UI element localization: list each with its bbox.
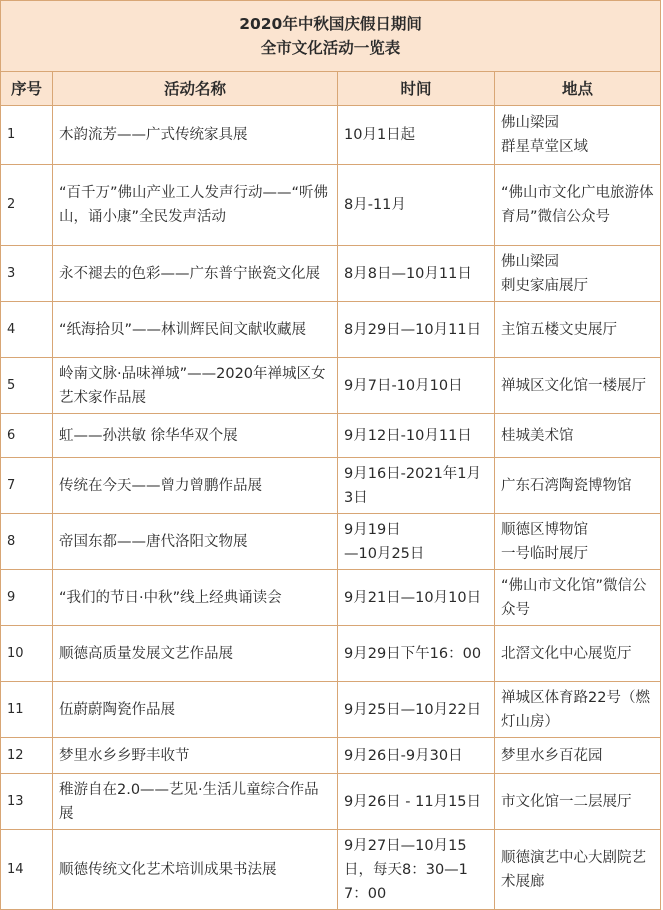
row-number: 14 — [1, 830, 53, 910]
activity-time: 10月1日起 — [338, 106, 495, 165]
activity-time: 9月26日 - 11月15日 — [338, 774, 495, 830]
table-row — [1, 682, 661, 738]
table-row — [1, 514, 661, 570]
title-line-1: 2020年中秋国庆假日期间 — [239, 15, 422, 33]
header-row — [1, 72, 661, 106]
activity-name: 传统在今天——曾力曾鹏作品展 — [53, 458, 338, 514]
row-number: 11 — [1, 682, 53, 738]
row-number: 6 — [1, 414, 53, 458]
table-row — [1, 246, 661, 302]
activity-name: 虹——孙洪敏 徐华华双个展 — [53, 414, 338, 458]
activity-place: 佛山梁园 刺史家庙展厅 — [495, 246, 661, 302]
row-number: 8 — [1, 514, 53, 570]
activity-time: 9月21日—10月10日 — [338, 570, 495, 626]
activity-time: 9月19日 —10月25日 — [338, 514, 495, 570]
activity-time: 8月29日—10月11日 — [338, 302, 495, 358]
activity-time: 8月-11月 — [338, 165, 495, 246]
row-number: 9 — [1, 570, 53, 626]
table-row — [1, 626, 661, 682]
header-time: 时间 — [338, 72, 495, 106]
table-row — [1, 774, 661, 830]
activity-name: 木韵流芳——广式传统家具展 — [53, 106, 338, 165]
activity-name: 顺德传统文化艺术培训成果书法展 — [53, 830, 338, 910]
row-number: 2 — [1, 165, 53, 246]
activity-place: 主馆五楼文史展厅 — [495, 302, 661, 358]
row-number: 4 — [1, 302, 53, 358]
header-name: 活动名称 — [53, 72, 338, 106]
activity-time: 9月27日—10月15日，每天8：30—17：00 — [338, 830, 495, 910]
table-row — [1, 106, 661, 165]
activity-time: 9月12日-10月11日 — [338, 414, 495, 458]
activity-name: 顺德高质量发展文艺作品展 — [53, 626, 338, 682]
activity-name: “百千万”佛山产业工人发声行动——“听佛山，诵小康”全民发声活动 — [53, 165, 338, 246]
activity-place: 顺德演艺中心大剧院艺术展廊 — [495, 830, 661, 910]
table-row — [1, 738, 661, 774]
table-row — [1, 458, 661, 514]
row-number: 7 — [1, 458, 53, 514]
row-number: 13 — [1, 774, 53, 830]
header-place: 地点 — [495, 72, 661, 106]
table-row — [1, 830, 661, 910]
table-row — [1, 302, 661, 358]
activity-name: 梦里水乡乡野丰收节 — [53, 738, 338, 774]
row-number: 12 — [1, 738, 53, 774]
activity-place: 禅城区体育路22号（燃灯山房） — [495, 682, 661, 738]
table-row — [1, 358, 661, 414]
activity-place: “佛山市文化广电旅游体育局”微信公众号 — [495, 165, 661, 246]
activity-name: 岭南文脉·品味禅城”——2020年禅城区女艺术家作品展 — [53, 358, 338, 414]
header-no: 序号 — [1, 72, 53, 106]
activity-time: 9月29日下午16：00 — [338, 626, 495, 682]
activity-name: “我们的节日·中秋”线上经典诵读会 — [53, 570, 338, 626]
activity-time: 9月25日—10月22日 — [338, 682, 495, 738]
title-line-2: 全市文化活动一览表 — [260, 39, 401, 57]
activity-name: 帝国东都——唐代洛阳文物展 — [53, 514, 338, 570]
table-row — [1, 414, 661, 458]
title-row — [1, 1, 661, 72]
row-number: 1 — [1, 106, 53, 165]
activity-place: 禅城区文化馆一楼展厅 — [495, 358, 661, 414]
row-number: 3 — [1, 246, 53, 302]
activity-place: 顺德区博物馆 一号临时展厅 — [495, 514, 661, 570]
row-number: 5 — [1, 358, 53, 414]
activity-time: 9月16日-2021年1月3日 — [338, 458, 495, 514]
activity-place: 广东石湾陶瓷博物馆 — [495, 458, 661, 514]
activity-name: 伍蔚蔚陶瓷作品展 — [53, 682, 338, 738]
activity-name: 稚游自在2.0——艺见·生活儿童综合作品展 — [53, 774, 338, 830]
activity-name: “纸海拾贝”——林训辉民间文献收藏展 — [53, 302, 338, 358]
activity-time: 8月8日—10月11日 — [338, 246, 495, 302]
activity-place: “佛山市文化馆”微信公众号 — [495, 570, 661, 626]
table-title — [1, 1, 661, 72]
activity-place: 市文化馆一二层展厅 — [495, 774, 661, 830]
table-body — [1, 106, 661, 910]
activity-time: 9月7日-10月10日 — [338, 358, 495, 414]
activity-time: 9月26日-9月30日 — [338, 738, 495, 774]
activity-place: 佛山梁园 群星草堂区域 — [495, 106, 661, 165]
row-number: 10 — [1, 626, 53, 682]
activity-place: 北滘文化中心展览厅 — [495, 626, 661, 682]
table-row — [1, 570, 661, 626]
table-row — [1, 165, 661, 246]
activity-place: 梦里水乡百花园 — [495, 738, 661, 774]
activity-name: 永不褪去的色彩——广东普宁嵌瓷文化展 — [53, 246, 338, 302]
activity-place: 桂城美术馆 — [495, 414, 661, 458]
